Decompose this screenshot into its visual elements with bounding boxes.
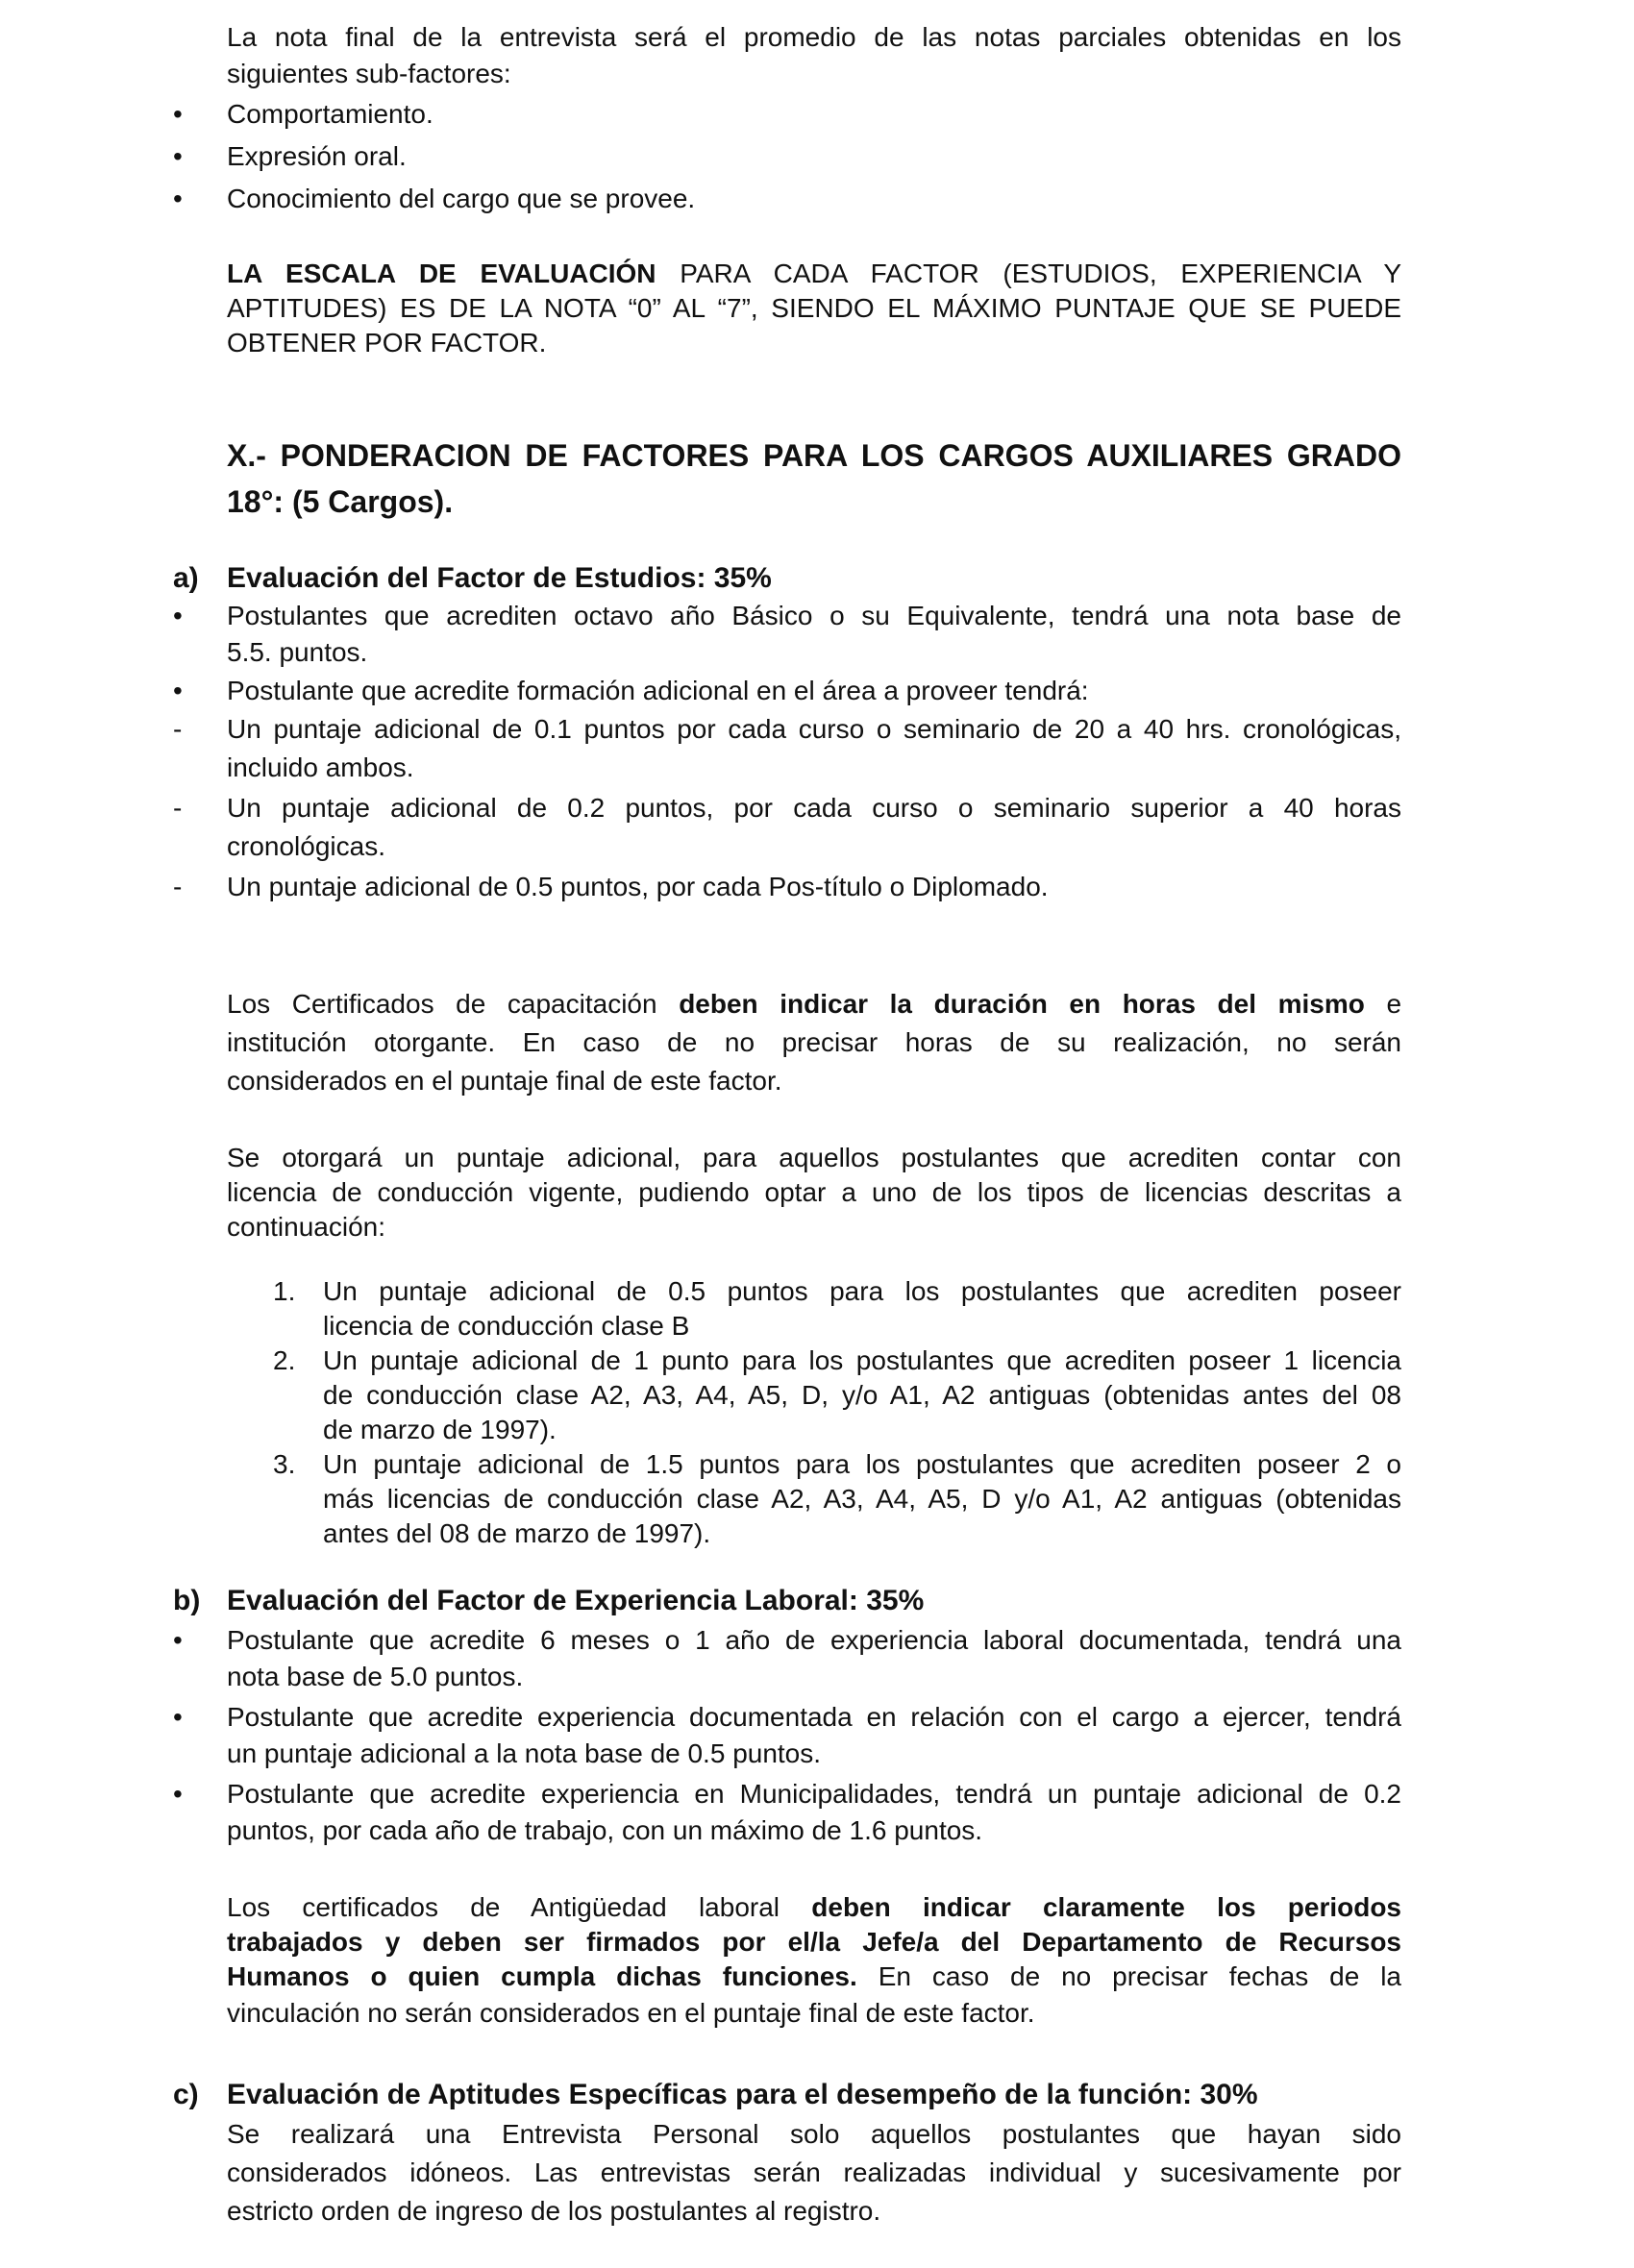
list-number: 2. xyxy=(273,1345,296,1375)
list-item-3-line-1: Un puntaje adicional de 1.5 puntos para los postulantes que acrediten poseer 2 o xyxy=(323,1449,1401,1479)
subfactor-item: Conocimiento del cargo que se provee. xyxy=(227,184,696,213)
b-bullet-1-line-2: nota base de 5.0 puntos. xyxy=(227,1662,524,1691)
cert-line-2: institución otorgante. En caso de no precisar horas de su realización, no serán xyxy=(227,1027,1401,1057)
section-x-title-line-1: X.- PONDERACION DE FACTORES PARA LOS CARGOS AUXILIARES GRADO xyxy=(227,438,1401,473)
b-bullet-3-line-1: Postulante que acredite experiencia en Municipalidades, tendrá un puntaje adicional de 0.2 xyxy=(227,1779,1401,1809)
antiguedad-line-3 xyxy=(227,1959,1401,1995)
list-item-2-line-2: de conducción clase A2, A3, A4, A5, D, y/o A1, A2 antiguas (obtenidas antes del 08 xyxy=(323,1380,1401,1410)
b-bullet-2-line-2: un puntaje adicional a la nota base de 0.5 puntos. xyxy=(227,1738,822,1768)
bullet: • xyxy=(173,676,183,705)
bullet: • xyxy=(173,1702,183,1732)
antiguedad-line-4: vinculación no serán considerados en el puntaje final de este factor. xyxy=(227,1998,1035,2028)
section-b-label: b) xyxy=(173,1585,201,1616)
list-item-3-line-2: más licencias de conducción clase A2, A3, A4, A5, D y/o A1, A2 antiguas (obtenidas xyxy=(323,1484,1401,1514)
c-line-1: Se realizará una Entrevista Personal solo aquellos postulantes que hayan sido xyxy=(227,2119,1401,2149)
c-line-3: estricto orden de ingreso de los postulantes al registro. xyxy=(227,2196,881,2226)
antiguedad-bold-1: deben indicar claramente los periodos xyxy=(811,1892,1402,1922)
subfactor-item: Expresión oral. xyxy=(227,141,407,171)
intro-line-1: La nota final de la entrevista será el promedio de las notas parciales obtenidas en los xyxy=(227,22,1401,52)
list-item-2-line-3: de marzo de 1997). xyxy=(323,1415,557,1444)
scale-line-2: APTITUDES) ES DE LA NOTA “0” AL “7”, SIENDO EL MÁXIMO PUNTAJE QUE SE PUEDE xyxy=(227,293,1401,323)
c-line-2: considerados idóneos. Las entrevistas serán realizadas individual y sucesivamente por xyxy=(227,2157,1401,2187)
section-c-label: c) xyxy=(173,2079,199,2110)
license-line-2: licencia de conducción vigente, pudiendo optar a uno de los tipos de licencias descritas a xyxy=(227,1177,1401,1207)
scale-rest: PARA CADA FACTOR (ESTUDIOS, EXPERIENCIA Y xyxy=(680,259,1402,288)
list-item-2-line-1: Un puntaje adicional de 1 punto para los postulantes que acrediten poseer 1 licencia xyxy=(323,1345,1401,1375)
b-bullet-3-line-2: puntos, por cada año de trabajo, con un máximo de 1.6 puntos. xyxy=(227,1815,983,1845)
a-bullet-1-line-1: Postulantes que acrediten octavo año Básico o su Equivalente, tendrá una nota base de xyxy=(227,601,1401,630)
bullet: • xyxy=(173,601,183,630)
section-x-title-line-2: 18°: (5 Cargos). xyxy=(227,484,454,519)
a-dash-2-line-1: Un puntaje adicional de 0.2 puntos, por cada curso o seminario superior a 40 horas xyxy=(227,793,1401,823)
a-dash-1-line-2: incluido ambos. xyxy=(227,752,414,782)
cert-post: e xyxy=(1386,989,1402,1019)
list-number: 1. xyxy=(273,1276,296,1306)
list-item-3-line-3: antes del 08 de marzo de 1997). xyxy=(323,1518,711,1548)
list-item-1-line-1: Un puntaje adicional de 0.5 puntos para los postulantes que acrediten poseer xyxy=(323,1276,1401,1306)
section-a-label: a) xyxy=(173,562,199,594)
a-dash-1-line-1: Un puntaje adicional de 0.1 puntos por cada curso o seminario de 20 a 40 hrs. cronológicas, xyxy=(227,714,1401,744)
a-bullet-1-line-2: 5.5. puntos. xyxy=(227,637,368,667)
bullet: • xyxy=(173,1625,183,1655)
cert-pre: Los Certificados de capacitación xyxy=(227,989,657,1019)
bullet: • xyxy=(173,1779,183,1809)
scale-line-1 xyxy=(227,256,1401,292)
cert-line-3: considerados en el puntaje final de este factor. xyxy=(227,1066,782,1096)
list-number: 3. xyxy=(273,1449,296,1479)
antiguedad-pre: Los certificados de Antigüedad laboral xyxy=(227,1892,780,1922)
bullet: • xyxy=(173,141,183,171)
intro-line-2: siguientes sub-factores: xyxy=(227,59,511,88)
scale-bold: LA ESCALA DE EVALUACIÓN xyxy=(227,259,656,288)
antiguedad-post: En caso de no precisar fechas de la xyxy=(878,1961,1402,1991)
antiguedad-line-2: trabajados y deben ser firmados por el/la Jefe/a del Departamento de Recursos xyxy=(227,1927,1401,1957)
bullet: • xyxy=(173,99,183,129)
cert-bold: deben indicar la duración en horas del mismo xyxy=(679,989,1365,1019)
cert-line-1 xyxy=(227,986,1401,1023)
bullet: • xyxy=(173,184,183,213)
subfactor-item: Comportamiento. xyxy=(227,99,433,129)
a-dash-3: Un puntaje adicional de 0.5 puntos, por cada Pos-título o Diplomado. xyxy=(227,872,1049,901)
section-a-title: Evaluación del Factor de Estudios: 35% xyxy=(227,562,772,594)
b-bullet-2-line-1: Postulante que acredite experiencia documentada en relación con el cargo a ejercer, tendrá xyxy=(227,1702,1401,1732)
section-b-title: Evaluación del Factor de Experiencia Laboral: 35% xyxy=(227,1585,925,1616)
list-item-1-line-2: licencia de conducción clase B xyxy=(323,1311,690,1341)
license-line-1: Se otorgará un puntaje adicional, para aquellos postulantes que acrediten contar con xyxy=(227,1143,1401,1172)
b-bullet-1-line-1: Postulante que acredite 6 meses o 1 año de experiencia laboral documentada, tendrá una xyxy=(227,1625,1401,1655)
a-bullet-2: Postulante que acredite formación adicional en el área a proveer tendrá: xyxy=(227,676,1089,705)
scale-line-3: OBTENER POR FACTOR. xyxy=(227,328,547,357)
license-line-3: continuación: xyxy=(227,1212,386,1242)
antiguedad-line-1 xyxy=(227,1889,1401,1926)
section-c-title: Evaluación de Aptitudes Específicas para el desempeño de la función: 30% xyxy=(227,2079,1258,2110)
dash: - xyxy=(173,714,183,744)
dash: - xyxy=(173,793,183,823)
a-dash-2-line-2: cronológicas. xyxy=(227,831,385,861)
antiguedad-bold-3: Humanos o quien cumpla dichas funciones. xyxy=(227,1961,857,1991)
dash: - xyxy=(173,872,183,901)
